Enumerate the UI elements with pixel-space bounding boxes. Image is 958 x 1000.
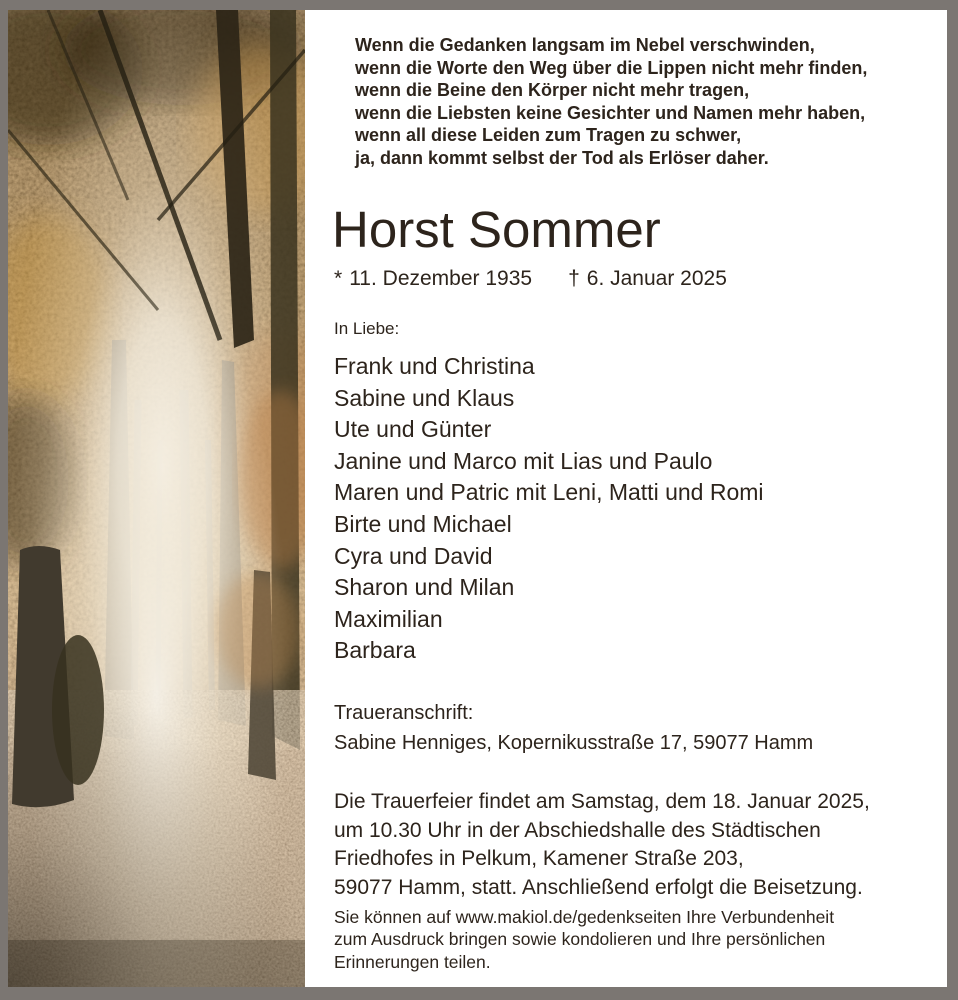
- poem-line: wenn die Beine den Körper nicht mehr tragen,: [355, 80, 750, 101]
- condolence-poem: [355, 34, 867, 170]
- death-date: 6. Januar 2025: [586, 267, 727, 290]
- family-name: Birte und Michael: [334, 510, 512, 537]
- funeral-line: Die Trauerfeier findet am Samstag, dem 18. Januar 2025,: [334, 790, 870, 813]
- autumn-forest-illustration: [8, 10, 305, 987]
- mourning-address: [334, 698, 813, 758]
- poem-line: wenn die Liebsten keine Gesichter und Namen mehr haben,: [355, 102, 866, 123]
- note-line: Sie können auf www.makiol.de/gedenkseiten Ihre Verbundenheit: [334, 907, 835, 927]
- notice-sheet: [8, 10, 947, 987]
- poem-line: ja, dann kommt selbst der Tod als Erlöser daher.: [355, 147, 769, 168]
- funeral-line: Friedhofes in Pelkum, Kamener Straße 203,: [334, 847, 744, 871]
- life-dates: [334, 266, 727, 292]
- note-line: zum Ausdruck bringen sowie kondolieren und Ihre persönlichen: [334, 929, 826, 950]
- poem-line: wenn die Worte den Weg über die Lippen nicht mehr finden,: [355, 57, 868, 78]
- family-name: Sharon und Milan: [334, 574, 515, 601]
- family-name: Cyra und David: [334, 542, 493, 569]
- poem-line: wenn all diese Leiden zum Tragen zu schwer,: [355, 125, 742, 146]
- leaf-ground: [8, 10, 305, 987]
- memorial-photo: [8, 10, 305, 987]
- birth-symbol: *: [334, 267, 343, 290]
- funeral-info: [334, 788, 870, 903]
- memorial-note: [334, 906, 834, 973]
- notice-content: [305, 10, 947, 987]
- family-name: Barbara: [334, 637, 416, 664]
- family-name: Maximilian: [334, 605, 443, 632]
- family-intro: In Liebe:: [334, 319, 400, 338]
- funeral-line: um 10.30 Uhr in der Abschiedshalle des Städtischen: [334, 818, 821, 842]
- poem-line: Wenn die Gedanken langsam im Nebel verschwinden,: [355, 35, 815, 55]
- mourning-address-label: Traueranschrift:: [334, 702, 474, 724]
- death-cross-symbol: †: [568, 267, 580, 290]
- mourning-address-line: Sabine Henniges, Kopernikusstraße 17, 59077 Hamm: [334, 732, 814, 754]
- family-name: Sabine und Klaus: [334, 384, 515, 411]
- family-name: Maren und Patric mit Leni, Matti und Romi: [334, 479, 764, 506]
- note-line: Erinnerungen teilen.: [334, 951, 491, 972]
- family-names: [334, 351, 764, 667]
- family-name: Ute und Günter: [334, 416, 492, 443]
- family-name: Frank und Christina: [334, 353, 535, 379]
- family-name: Janine und Marco mit Lias und Paulo: [334, 447, 713, 474]
- deceased-name: Horst Sommer: [332, 201, 661, 258]
- funeral-line: 59077 Hamm, statt. Anschließend erfolgt die Beisetzung.: [334, 876, 863, 900]
- birth-date: 11. Dezember 1935: [349, 267, 533, 290]
